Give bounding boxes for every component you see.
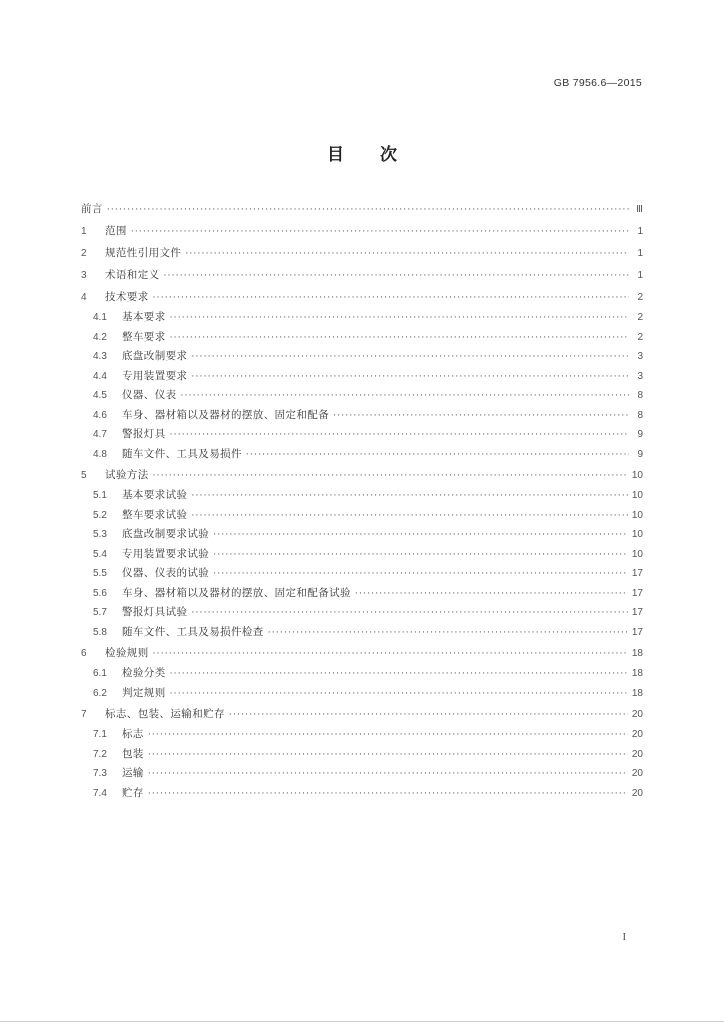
toc-entry-page: 10	[631, 509, 643, 521]
toc-entry-page: 8	[637, 390, 643, 401]
toc-entry-title: 检验规则	[105, 647, 149, 659]
toc-entry[interactable]	[81, 623, 643, 643]
toc-entry[interactable]	[81, 347, 643, 367]
toc-entry-number: 4.2	[93, 331, 107, 343]
toc-entry-number: 5	[81, 470, 87, 481]
toc-entry-page: 17	[631, 626, 643, 638]
toc-entry-page: 2	[637, 292, 643, 303]
toc-entry-title: 随车文件、工具及易损件检查	[122, 625, 264, 638]
toc-dot-leader	[229, 704, 628, 726]
toc-dot-leader	[164, 265, 630, 287]
toc-entry-title: 试验方法	[105, 469, 149, 481]
toc-entry-title: 标志、包装、运输和贮存	[105, 708, 225, 720]
toc-entry[interactable]	[81, 286, 643, 308]
toc-entry[interactable]	[81, 425, 643, 445]
toc-entry-page: 20	[631, 748, 643, 760]
toc-entry-page: 10	[631, 548, 643, 560]
toc-entry[interactable]	[81, 464, 643, 486]
toc-entry[interactable]	[81, 264, 643, 286]
toc-entry-title: 检验分类	[122, 667, 166, 679]
page-folio: I	[622, 932, 626, 943]
toc-entry-number: 4.7	[93, 429, 107, 440]
toc-entry-page: 3	[637, 351, 643, 362]
toc-entry-page: 9	[637, 448, 643, 460]
toc-entry-number: 5.4	[93, 548, 107, 560]
toc-entry-title: 包装	[122, 747, 144, 760]
toc-entry-title: 底盘改制要求试验	[122, 528, 210, 540]
toc-entry[interactable]	[81, 584, 643, 604]
toc-entry-number: 4.4	[93, 370, 107, 382]
toc-entry-number: 7	[81, 709, 87, 720]
toc-entry-page: 18	[631, 687, 643, 699]
toc-entry[interactable]	[81, 684, 643, 704]
toc-entry-title: 标志	[122, 728, 144, 740]
toc-entry-number: 4.6	[93, 409, 107, 421]
toc-dot-leader	[185, 243, 629, 265]
toc-entry-number: 5.7	[93, 607, 107, 618]
toc-dot-leader	[213, 546, 628, 566]
toc-entry-page: 18	[631, 648, 643, 659]
toc-entry[interactable]	[81, 642, 643, 664]
toc-entry-page: 3	[637, 370, 643, 382]
toc-entry-number: 4.8	[93, 448, 107, 460]
toc-dot-leader	[191, 507, 627, 527]
toc-entry-page: 1	[637, 248, 643, 259]
toc-dot-leader	[170, 426, 629, 446]
toc-title-char-2: 次	[380, 145, 397, 165]
toc-entry-number: 5.5	[93, 568, 107, 579]
toc-entry-number: 7.1	[93, 729, 107, 740]
toc-entry[interactable]	[81, 367, 643, 387]
toc-entry-title: 仪器、仪表的试验	[122, 567, 210, 579]
toc-entry-page: 10	[631, 470, 643, 481]
toc-dot-leader	[246, 446, 629, 466]
toc-entry-number: 4.5	[93, 390, 107, 401]
toc-dot-leader	[268, 624, 628, 644]
toc-dot-leader	[148, 785, 628, 805]
toc-entry[interactable]	[81, 486, 643, 506]
toc-entry-number: 7.2	[93, 748, 107, 760]
toc-entry-title: 前言	[81, 203, 103, 215]
toc-entry-page: 2	[637, 331, 643, 343]
toc-entry-page: 20	[631, 729, 643, 740]
toc-entry-page: 1	[637, 270, 643, 281]
toc-entry-page: 17	[631, 607, 643, 618]
toc-entry-page: 17	[631, 587, 643, 599]
toc-entry-page: 9	[637, 429, 643, 440]
toc-entry-number: 7.4	[93, 787, 107, 799]
toc-dot-leader	[333, 407, 629, 427]
toc-dot-leader	[181, 387, 630, 407]
toc-entry-number: 3	[81, 270, 87, 281]
toc-dot-leader	[191, 487, 627, 507]
toc-entry-title: 随车文件、工具及易损件	[122, 447, 242, 460]
toc-entry[interactable]	[81, 242, 643, 264]
toc-entry-number: 5.2	[93, 509, 107, 521]
toc-entry[interactable]	[81, 664, 643, 684]
toc-entry[interactable]	[81, 445, 643, 465]
toc-dot-leader	[170, 329, 629, 349]
toc-entry[interactable]	[81, 764, 643, 784]
toc-dot-leader	[148, 726, 628, 746]
toc-entry-title: 整车要求试验	[122, 508, 188, 521]
toc-entry[interactable]	[81, 328, 643, 348]
toc-entry-title: 运输	[122, 767, 144, 779]
toc-entry-title: 规范性引用文件	[105, 247, 182, 259]
toc-dot-leader	[170, 685, 628, 705]
toc-dot-leader	[191, 604, 627, 624]
toc-entry-title: 基本要求	[122, 311, 166, 323]
toc-entry-number: 1	[81, 226, 87, 237]
toc-entry-title: 范围	[105, 225, 127, 237]
toc-dot-leader	[355, 585, 628, 605]
toc-entry[interactable]	[81, 308, 643, 328]
toc-entry[interactable]	[81, 784, 643, 804]
toc-entry[interactable]	[81, 603, 643, 623]
toc-entry-page: Ⅲ	[636, 204, 643, 215]
toc-entry-number: 5.6	[93, 587, 107, 599]
toc-entry-number: 5.3	[93, 529, 107, 540]
toc-dot-leader	[148, 746, 628, 766]
toc-dot-leader	[191, 348, 629, 368]
toc-entry-number: 4.1	[93, 312, 107, 323]
toc-entry-title: 专用装置要求试验	[122, 547, 210, 560]
toc-dot-leader	[213, 565, 628, 585]
toc-entry-page: 10	[631, 529, 643, 540]
toc-entry[interactable]	[81, 725, 643, 745]
toc-entry-title: 基本要求试验	[122, 489, 188, 501]
toc-entry-page: 10	[631, 490, 643, 501]
toc-entry-number: 4.3	[93, 351, 107, 362]
toc-title-char-1: 目	[327, 145, 344, 165]
toc-entry-page: 8	[637, 409, 643, 421]
toc-dot-leader	[153, 465, 628, 487]
toc-entry[interactable]	[81, 506, 643, 526]
toc-entry[interactable]	[81, 220, 643, 242]
toc-entry-title: 贮存	[122, 786, 144, 799]
toc-entry[interactable]	[81, 745, 643, 765]
toc-entry-title: 判定规则	[122, 686, 166, 699]
toc-entry-title: 仪器、仪表	[122, 389, 177, 401]
toc-dot-leader	[170, 665, 628, 685]
toc-dot-leader	[170, 309, 629, 329]
page-bottom-edge	[0, 1021, 724, 1022]
toc-dot-leader	[213, 526, 628, 546]
toc-entry[interactable]	[81, 198, 643, 220]
toc-entry-number: 6	[81, 648, 87, 659]
toc-entry-page: 2	[637, 312, 643, 323]
toc-entry-number: 6.1	[93, 668, 107, 679]
toc-entry-title: 术语和定义	[105, 269, 160, 281]
toc-dot-leader	[153, 643, 628, 665]
toc-entry-number: 7.3	[93, 768, 107, 779]
toc-entry[interactable]	[81, 386, 643, 406]
toc-entry[interactable]	[81, 406, 643, 426]
toc-dot-leader	[107, 199, 629, 221]
toc-entry-page: 20	[631, 709, 643, 720]
toc-entry[interactable]	[81, 564, 643, 584]
toc-entry-number: 5.8	[93, 626, 107, 638]
toc-entry-title: 车身、器材箱以及器材的摆放、固定和配备	[122, 408, 330, 421]
toc-dot-leader	[191, 368, 629, 388]
toc-entry-number: 5.1	[93, 490, 107, 501]
toc-entry-title: 专用装置要求	[122, 369, 188, 382]
toc-entry-title: 车身、器材箱以及器材的摆放、固定和配备试验	[122, 586, 351, 599]
toc-entry-page: 20	[631, 768, 643, 779]
toc-entry-title: 整车要求	[122, 330, 166, 343]
toc-entry-page: 18	[631, 668, 643, 679]
standard-code: GB 7956.6—2015	[553, 77, 642, 89]
toc-dot-leader	[131, 221, 629, 243]
toc-entry-number: 2	[81, 248, 87, 259]
toc-entry-page: 17	[631, 568, 643, 579]
toc-entry[interactable]	[81, 703, 643, 725]
toc-entry-number: 4	[81, 292, 87, 303]
toc-dot-leader	[153, 287, 629, 309]
toc-title	[0, 140, 724, 165]
toc-entry-page: 1	[637, 226, 643, 237]
toc-entry-title: 警报灯具	[122, 428, 166, 440]
toc-entry-title: 底盘改制要求	[122, 350, 188, 362]
toc-entry-page: 20	[631, 787, 643, 799]
toc-entry[interactable]	[81, 525, 643, 545]
toc-dot-leader	[148, 765, 628, 785]
toc-entry-title: 警报灯具试验	[122, 606, 188, 618]
toc-entry-title: 技术要求	[105, 291, 149, 303]
toc-entry[interactable]	[81, 545, 643, 565]
toc-entry-number: 6.2	[93, 687, 107, 699]
toc-list	[81, 198, 643, 803]
